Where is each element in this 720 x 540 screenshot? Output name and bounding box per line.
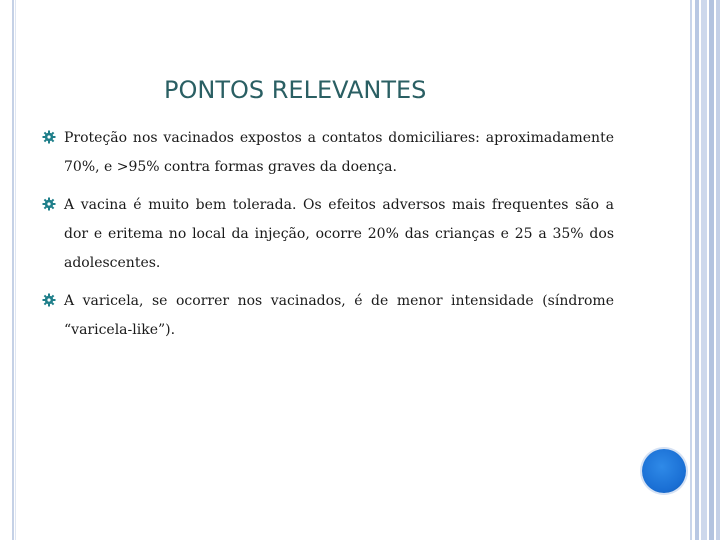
bullet-text: A varicela, se ocorrer nos vacinados, é de menor intensidade (síndrome “varicela-like”). xyxy=(64,293,614,338)
bullet-text: Proteção nos vacinados expostos a contatos domiciliares: aproximadamente 70%, e >95% contra formas graves da doença. xyxy=(64,130,614,175)
right-border-stripes xyxy=(690,0,720,540)
gear-icon xyxy=(42,197,56,211)
list-item xyxy=(42,191,614,278)
gear-icon xyxy=(42,293,56,307)
slide-title: PONTOS RELEVANTES xyxy=(164,76,427,104)
left-border-line-inner xyxy=(15,0,16,540)
left-border-line xyxy=(12,0,14,540)
list-item xyxy=(42,287,614,345)
decorative-circle xyxy=(642,449,686,493)
list-item xyxy=(42,124,614,182)
bullet-text: A vacina é muito bem tolerada. Os efeitos adversos mais frequentes são a dor e eritema no local da injeção, ocorre 20% das crianças e 25 a 35% dos adolescentes. xyxy=(64,197,614,271)
bullet-list xyxy=(42,124,614,354)
gear-icon xyxy=(42,130,56,144)
